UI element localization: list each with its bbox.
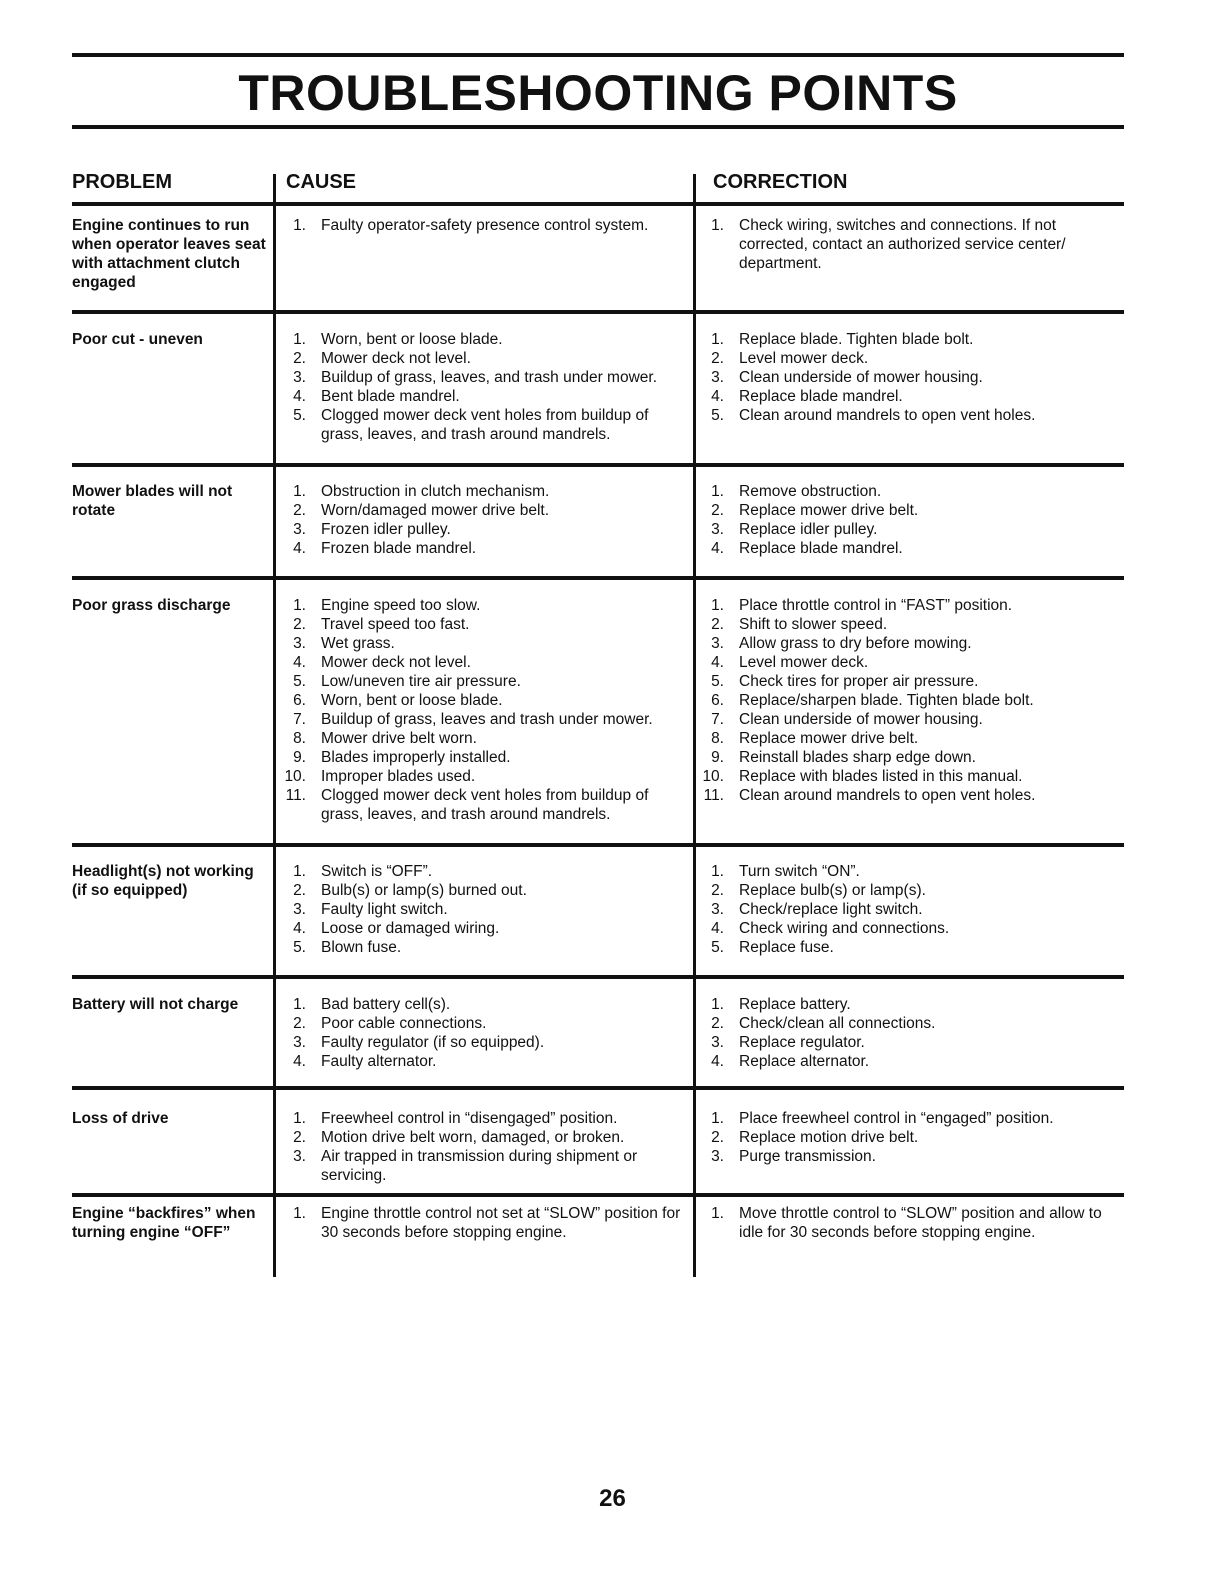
- item-text: Low/uneven tire air pressure.: [321, 673, 521, 690]
- item-text: Replace idler pulley.: [739, 521, 878, 538]
- correction-item: [700, 615, 1120, 634]
- correction-item: [700, 539, 1120, 558]
- item-number: 3.: [293, 1034, 306, 1051]
- item-number: 10.: [284, 768, 306, 785]
- correction-item: [700, 729, 1120, 748]
- cause-item: [282, 387, 692, 406]
- item-text: Replace blade mandrel.: [739, 388, 903, 405]
- item-number: 2.: [293, 882, 306, 899]
- item-number: 5.: [293, 407, 306, 424]
- item-number: 2.: [293, 502, 306, 519]
- item-number: 3.: [711, 369, 724, 386]
- title-bottom-rule: [72, 125, 1124, 129]
- cause-item: [282, 995, 692, 1014]
- item-number: 1.: [711, 863, 724, 880]
- item-number: 1.: [293, 1205, 306, 1222]
- item-number: 3.: [293, 521, 306, 538]
- item-number: 5.: [711, 939, 724, 956]
- item-text: Replace mower drive belt.: [739, 502, 919, 519]
- correction-item: [700, 919, 1120, 938]
- correction-item: [700, 748, 1120, 767]
- item-number: 3.: [711, 1034, 724, 1051]
- correction-cell: [700, 995, 1120, 1071]
- item-number: 1.: [711, 1205, 724, 1222]
- correction-item: [700, 653, 1120, 672]
- cause-item: [282, 539, 692, 558]
- item-number: 2.: [711, 1129, 724, 1146]
- item-text: Replace battery.: [739, 996, 851, 1013]
- correction-item: [700, 1128, 1120, 1147]
- correction-item: [700, 330, 1120, 349]
- item-text: Check wiring and connections.: [739, 920, 950, 937]
- item-text: Replace blade mandrel.: [739, 540, 903, 557]
- item-number: 2.: [293, 616, 306, 633]
- correction-item: [700, 691, 1120, 710]
- item-number: 5.: [711, 407, 724, 424]
- item-number: 8.: [293, 730, 306, 747]
- cause-item: [282, 520, 692, 539]
- cause-cell: [282, 216, 692, 235]
- item-text: Turn switch “ON”.: [739, 863, 860, 880]
- item-number: 4.: [293, 388, 306, 405]
- correction-item: [700, 767, 1120, 786]
- row-separator: [72, 310, 1124, 314]
- item-number: 1.: [293, 483, 306, 500]
- item-number: 3.: [293, 369, 306, 386]
- row-separator: [72, 1086, 1124, 1090]
- item-text: Poor cable connections.: [321, 1015, 487, 1032]
- item-number: 4.: [293, 920, 306, 937]
- item-number: 4.: [711, 540, 724, 557]
- item-text: Engine throttle control not set at “SLOW” position for 30 seconds before stopping engine.: [321, 1205, 681, 1241]
- cause-item: [282, 368, 692, 387]
- cause-cell: [282, 330, 692, 444]
- correction-item: [700, 216, 1120, 273]
- item-text: Faulty alternator.: [321, 1053, 437, 1070]
- cause-cell: [282, 482, 692, 558]
- item-text: Check wiring, switches and connections. If not corrected, contact an authorized service center/ department.: [739, 217, 1066, 272]
- item-text: Obstruction in clutch mechanism.: [321, 483, 550, 500]
- header-correction: CORRECTION: [713, 171, 848, 193]
- cause-item: [282, 482, 692, 501]
- item-number: 4.: [711, 388, 724, 405]
- item-number: 6.: [293, 692, 306, 709]
- cause-item: [282, 672, 692, 691]
- correction-item: [700, 938, 1120, 957]
- item-text: Place throttle control in “FAST” position.: [739, 597, 1013, 614]
- item-number: 4.: [293, 654, 306, 671]
- correction-item: [700, 1033, 1120, 1052]
- item-text: Clogged mower deck vent holes from buildup of grass, leaves, and trash around mandrels.: [321, 787, 649, 823]
- header-cause: CAUSE: [286, 171, 357, 193]
- item-number: 4.: [711, 920, 724, 937]
- row-separator: [72, 463, 1124, 467]
- cause-item: [282, 862, 692, 881]
- correction-item: [700, 862, 1120, 881]
- item-number: 1.: [711, 217, 724, 234]
- item-text: Motion drive belt worn, damaged, or broken.: [321, 1129, 625, 1146]
- item-text: Bad battery cell(s).: [321, 996, 451, 1013]
- item-text: Faulty regulator (if so equipped).: [321, 1034, 545, 1051]
- correction-cell: [700, 596, 1120, 805]
- item-text: Clean underside of mower housing.: [739, 369, 983, 386]
- item-number: 1.: [293, 331, 306, 348]
- item-text: Level mower deck.: [739, 350, 869, 367]
- item-text: Allow grass to dry before mowing.: [739, 635, 972, 652]
- correction-cell: [700, 1109, 1120, 1166]
- cause-item: [282, 330, 692, 349]
- item-text: Replace fuse.: [739, 939, 834, 956]
- item-number: 1.: [711, 597, 724, 614]
- item-text: Replace alternator.: [739, 1053, 870, 1070]
- item-text: Replace motion drive belt.: [739, 1129, 919, 1146]
- cause-item: [282, 900, 692, 919]
- row-separator: [72, 843, 1124, 847]
- item-text: Frozen idler pulley.: [321, 521, 451, 538]
- item-text: Replace blade. Tighten blade bolt.: [739, 331, 974, 348]
- cause-item: [282, 1109, 692, 1128]
- page-number: 26: [599, 1485, 626, 1512]
- problem-cell: Battery will not charge: [72, 996, 239, 1013]
- item-text: Clean underside of mower housing.: [739, 711, 983, 728]
- item-text: Switch is “OFF”.: [321, 863, 433, 880]
- cause-item: [282, 1052, 692, 1071]
- problem-cell: Loss of drive: [72, 1110, 169, 1127]
- item-number: 1.: [293, 1110, 306, 1127]
- item-text: Faulty operator-safety presence control system.: [321, 217, 649, 234]
- cause-item: [282, 881, 692, 900]
- row-separator: [72, 202, 1124, 206]
- correction-item: [700, 368, 1120, 387]
- item-number: 1.: [711, 483, 724, 500]
- item-text: Improper blades used.: [321, 768, 476, 785]
- correction-item: [700, 387, 1120, 406]
- item-text: Place freewheel control in “engaged” position.: [739, 1110, 1054, 1127]
- cause-item: [282, 748, 692, 767]
- item-number: 5.: [293, 939, 306, 956]
- item-number: 3.: [293, 901, 306, 918]
- item-text: Mower deck not level.: [321, 350, 471, 367]
- correction-cell: [700, 1204, 1120, 1242]
- item-number: 11.: [703, 787, 724, 804]
- item-text: Replace bulb(s) or lamp(s).: [739, 882, 926, 899]
- item-text: Engine speed too slow.: [321, 597, 481, 614]
- item-text: Faulty light switch.: [321, 901, 448, 918]
- item-number: 6.: [711, 692, 724, 709]
- item-text: Replace mower drive belt.: [739, 730, 919, 747]
- item-text: Buildup of grass, leaves, and trash under mower.: [321, 369, 658, 386]
- row-separator: [72, 975, 1124, 979]
- title-top-rule: [72, 53, 1124, 57]
- item-text: Replace with blades listed in this manual.: [739, 768, 1023, 785]
- item-number: 7.: [711, 711, 724, 728]
- correction-item: [700, 786, 1120, 805]
- item-number: 4.: [711, 1053, 724, 1070]
- cause-item: [282, 691, 692, 710]
- item-text: Move throttle control to “SLOW” position and allow to idle for 30 seconds before stopping engine.: [739, 1205, 1102, 1241]
- correction-item: [700, 1204, 1120, 1242]
- item-number: 2.: [293, 1015, 306, 1032]
- item-text: Clogged mower deck vent holes from buildup of grass, leaves, and trash around mandrels.: [321, 407, 649, 443]
- cause-cell: [282, 1109, 692, 1185]
- item-text: Loose or damaged wiring.: [321, 920, 500, 937]
- problem-cell: Poor grass discharge: [72, 597, 231, 614]
- correction-item: [700, 1014, 1120, 1033]
- page-title: TROUBLESHOOTING POINTS: [238, 65, 958, 121]
- item-number: 7.: [293, 711, 306, 728]
- item-number: 2.: [293, 1129, 306, 1146]
- item-text: Mower deck not level.: [321, 654, 471, 671]
- cause-item: [282, 1014, 692, 1033]
- correction-item: [700, 900, 1120, 919]
- item-number: 2.: [711, 1015, 724, 1032]
- cause-item: [282, 710, 692, 729]
- item-text: Shift to slower speed.: [739, 616, 888, 633]
- correction-item: [700, 520, 1120, 539]
- item-number: 2.: [711, 616, 724, 633]
- item-text: Bent blade mandrel.: [321, 388, 460, 405]
- correction-item: [700, 501, 1120, 520]
- item-number: 2.: [711, 502, 724, 519]
- item-text: Air trapped in transmission during shipment or servicing.: [321, 1148, 638, 1184]
- item-text: Bulb(s) or lamp(s) burned out.: [321, 882, 527, 899]
- cause-item: [282, 349, 692, 368]
- cause-item: [282, 1147, 692, 1185]
- item-text: Mower drive belt worn.: [321, 730, 477, 747]
- item-number: 2.: [293, 350, 306, 367]
- cause-cell: [282, 1204, 692, 1242]
- item-text: Worn, bent or loose blade.: [321, 331, 503, 348]
- item-number: 9.: [711, 749, 724, 766]
- correction-item: [700, 1052, 1120, 1071]
- item-text: Buildup of grass, leaves and trash under mower.: [321, 711, 653, 728]
- item-text: Wet grass.: [321, 635, 395, 652]
- item-number: 1.: [711, 331, 724, 348]
- cause-item: [282, 938, 692, 957]
- item-text: Freewheel control in “disengaged” position.: [321, 1110, 618, 1127]
- item-number: 2.: [711, 882, 724, 899]
- cause-item: [282, 501, 692, 520]
- item-text: Check/clean all connections.: [739, 1015, 936, 1032]
- cause-cell: [282, 995, 692, 1071]
- correction-item: [700, 672, 1120, 691]
- correction-item: [700, 1109, 1120, 1128]
- cause-item: [282, 786, 692, 824]
- item-text: Check tires for proper air pressure.: [739, 673, 979, 690]
- item-number: 1.: [293, 863, 306, 880]
- correction-item: [700, 710, 1120, 729]
- item-text: Frozen blade mandrel.: [321, 540, 477, 557]
- row-separator: [72, 1193, 1124, 1197]
- cause-item: [282, 1033, 692, 1052]
- item-number: 4.: [293, 540, 306, 557]
- item-text: Reinstall blades sharp edge down.: [739, 749, 976, 766]
- item-text: Level mower deck.: [739, 654, 869, 671]
- cause-item: [282, 216, 692, 235]
- item-number: 1.: [711, 996, 724, 1013]
- cause-item: [282, 406, 692, 444]
- cause-item: [282, 919, 692, 938]
- item-text: Clean around mandrels to open vent holes.: [739, 407, 1036, 424]
- item-number: 4.: [711, 654, 724, 671]
- correction-item: [700, 406, 1120, 425]
- correction-item: [700, 596, 1120, 615]
- column-divider-left: [273, 174, 276, 1277]
- cause-item: [282, 615, 692, 634]
- correction-cell: [700, 330, 1120, 425]
- item-text: Check/replace light switch.: [739, 901, 923, 918]
- column-divider-right: [693, 174, 696, 1277]
- item-number: 1.: [711, 1110, 724, 1127]
- item-text: Replace regulator.: [739, 1034, 865, 1051]
- item-text: Replace/sharpen blade. Tighten blade bolt.: [739, 692, 1034, 709]
- item-text: Worn/damaged mower drive belt.: [321, 502, 550, 519]
- item-number: 5.: [293, 673, 306, 690]
- correction-item: [700, 349, 1120, 368]
- correction-item: [700, 482, 1120, 501]
- problem-cell: Mower blades will not rotate: [72, 483, 233, 519]
- row-separator: [72, 576, 1124, 580]
- problem-cell: Engine “backfires” when turning engine “OFF”: [72, 1205, 256, 1241]
- item-text: Worn, bent or loose blade.: [321, 692, 503, 709]
- item-text: Remove obstruction.: [739, 483, 882, 500]
- item-number: 3.: [711, 901, 724, 918]
- problem-cell: Headlight(s) not working (if so equipped): [72, 863, 254, 899]
- item-text: Purge transmission.: [739, 1148, 876, 1165]
- cause-item: [282, 1204, 692, 1242]
- item-text: Travel speed too fast.: [321, 616, 470, 633]
- item-text: Blades improperly installed.: [321, 749, 511, 766]
- correction-item: [700, 995, 1120, 1014]
- cause-item: [282, 729, 692, 748]
- item-number: 9.: [293, 749, 306, 766]
- item-number: 10.: [702, 768, 724, 785]
- item-number: 5.: [711, 673, 724, 690]
- item-number: 8.: [711, 730, 724, 747]
- cause-item: [282, 653, 692, 672]
- item-text: Clean around mandrels to open vent holes.: [739, 787, 1036, 804]
- problem-cell: Engine continues to run when operator leaves seat with attachment clutch engaged: [72, 217, 266, 291]
- item-number: 1.: [293, 217, 306, 234]
- item-number: 1.: [293, 597, 306, 614]
- item-number: 3.: [293, 635, 306, 652]
- cause-item: [282, 1128, 692, 1147]
- correction-item: [700, 881, 1120, 900]
- correction-cell: [700, 862, 1120, 957]
- cause-cell: [282, 862, 692, 957]
- item-number: 2.: [711, 350, 724, 367]
- item-number: 1.: [293, 996, 306, 1013]
- item-number: 3.: [711, 1148, 724, 1165]
- item-number: 3.: [711, 521, 724, 538]
- cause-item: [282, 596, 692, 615]
- correction-cell: [700, 216, 1120, 273]
- item-text: Blown fuse.: [321, 939, 402, 956]
- correction-cell: [700, 482, 1120, 558]
- correction-item: [700, 1147, 1120, 1166]
- cause-item: [282, 767, 692, 786]
- cause-cell: [282, 596, 692, 824]
- item-number: 11.: [285, 787, 306, 804]
- item-number: 3.: [293, 1148, 306, 1165]
- correction-item: [700, 634, 1120, 653]
- cause-item: [282, 634, 692, 653]
- item-number: 4.: [293, 1053, 306, 1070]
- problem-cell: Poor cut - uneven: [72, 331, 203, 348]
- item-number: 3.: [711, 635, 724, 652]
- header-problem: PROBLEM: [72, 171, 172, 193]
